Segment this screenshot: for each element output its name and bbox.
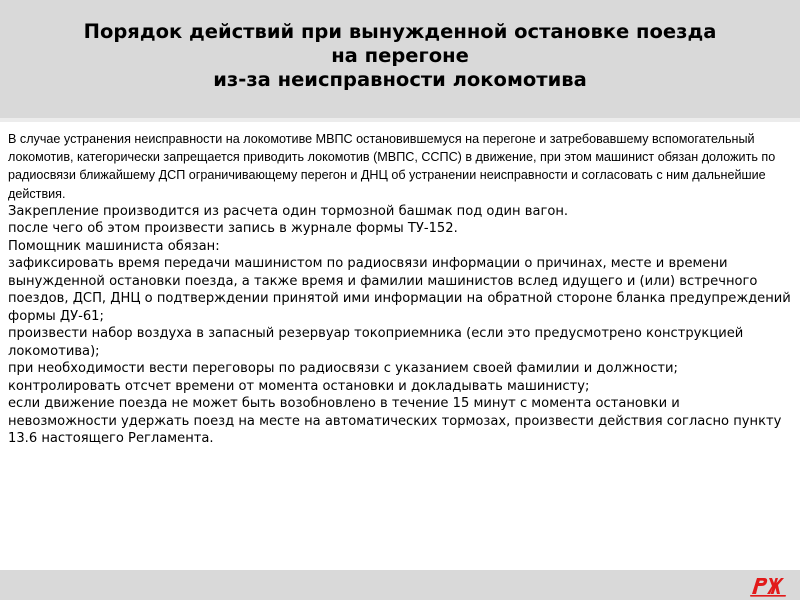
header-band: [0, 0, 800, 118]
rzd-logo-icon: [746, 572, 790, 598]
header-divider: [0, 118, 800, 122]
intro-paragraph: В случае устранения неисправности на локомотиве МВПС остановившемуся на перегоне и затребовавшему вспомогательный локомотив, категорически запрещается приводить локомотив (МВПС, ССПС) в движение, при этом машинист обязан доложить по радиосвязи ближайшему ДСП ограничивающему перегон и ДНЦ об устранении неисправности и согласовать с ним дальнейшие действия.: [8, 132, 776, 201]
footer-band: [0, 570, 800, 600]
main-content: [8, 124, 792, 448]
paragraph-4: зафиксировать время передачи машинистом по радиосвязи информации о причинах, месте и времени вынужденной остановки поезда, а также время и фамилии машинистов вслед идущего и (или) встречного поездов, ДСП, ДНЦ о подтверждении принятой ими информации на обратной стороне бланка предупреждений формы ДУ-61;: [8, 256, 791, 324]
page-title: [8, 20, 792, 92]
title-line-1: Порядок действий при вынужденной остановке поезда: [83, 20, 717, 43]
paragraph-3: Помощник машиниста обязан:: [8, 238, 220, 254]
paragraph-6: при необходимости вести переговоры по радиосвязи с указанием своей фамилии и должности;: [8, 361, 678, 377]
paragraph-8: если движение поезда не может быть возобновлено в течение 15 минут с момента остановки и невозможности удержать поезд на месте на автоматических тормозах, произвести действия согласно пункту 13.6 настоящего Регламента.: [8, 396, 782, 447]
title-line-3: из-за неисправности локомотива: [213, 68, 587, 91]
paragraph-5: произвести набор воздуха в запасный резервуар токоприемника (если это предусмотрено конструкцией локомотива);: [8, 326, 744, 359]
paragraph-7: контролировать отсчет времени от момента остановки и докладывать машинисту;: [8, 378, 590, 394]
title-line-2: на перегоне: [331, 44, 469, 67]
paragraph-1: Закрепление производится из расчета один тормозной башмак под один вагон.: [8, 203, 569, 219]
paragraph-2: после чего об этом произвести запись в журнале формы ТУ-152.: [8, 221, 458, 237]
